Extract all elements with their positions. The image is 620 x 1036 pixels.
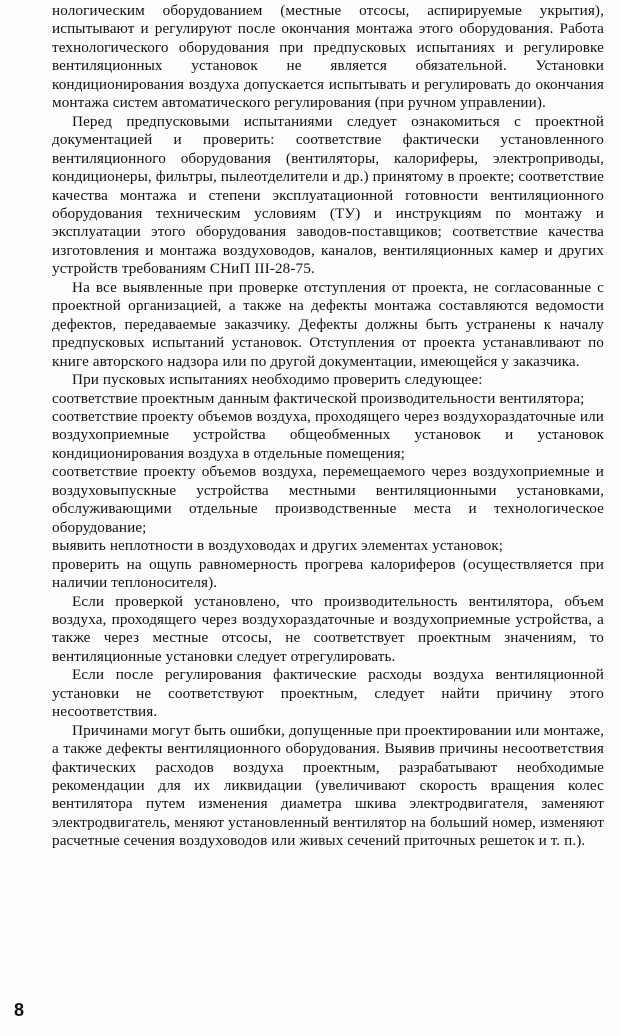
paragraph: Перед предпусковыми испытаниями следует ознакомиться с проектной документацией и проверить: соответствие фактически установленного вентиляционного оборудования (вентиляторы, калориферы, электроприводы, кондиционеры, фильтры, пылеотделители и др.) принятому в проекте; соответствие качества монтажа и степени эксплуатационной готовности вентиляционного оборудования техническим условиям (ТУ) и инструкциям по монтажу и эксплуатации этого оборудования заводов-поставщиков; соответствие качества изготовления и монтажа воздуховодов, каналов, вентиляционных камер и других устройств требованиям СНиП III-28-75. (52, 112, 604, 278)
paragraph: Если после регулирования фактические расходы воздуха вентиляционной установки не соответствуют проектным, следует найти причину этого несоответствия. (52, 666, 604, 721)
paragraph: При пусковых испытаниях необходимо проверить следующее: (72, 371, 483, 389)
body-text (52, 2, 604, 851)
list-item: соответствие проекту объемов воздуха, проходящего через воздухораздаточные или воздухоприемные устройства общеобменных установок и установок кондиционирования воздуха в отдельные помещения; (52, 407, 604, 462)
list-item: соответствие проектным данным фактической производительности вентилятора; (52, 389, 585, 407)
page-number: 8 (14, 1000, 25, 1020)
paragraph: На все выявленные при проверке отступления от проекта, не согласованные с проектной организацией, а также на дефекты монтажа составляются ведомости дефектов, передаваемые заказчику. Дефекты должны быть устранены к началу предпусковых испытаний установок. Отступления от проекта устанавливают по книге авторского надзора или по другой документации, имеющейся у заказчика. (52, 278, 604, 370)
paragraph: Причинами могут быть ошибки, допущенные при проектировании или монтаже, а также дефекты вентиляционного оборудования. Выявив причины несоответствия фактических расходов воздуха проектным, разрабатывают необходимые рекомендации для их ликвидации (увеличивают скорость вращения колес вентилятора путем изменения диаметра шкива электродвигателя, заменяют электродвигатель, меняют установленный вентилятор на больший номер, изменяют расчетные сечения воздуховодов или живых сечений приточных решеток и т. п.). (52, 721, 604, 850)
list-item: проверить на ощупь равномерность прогрева калориферов (осуществляется при наличии теплоносителя). (52, 555, 604, 592)
paragraph: нологическим оборудованием (местные отсосы, аспирируемые укрытия), испытывают и регулируют после окончания монтажа этого оборудования. Работа технологического оборудования при предпусковых испытаниях и регулировке вентиляционных установок не является обязательной. Установки кондиционирования воздуха допускается испытывать и регулировать до окончания монтажа систем автоматического регулирования (при ручном управлении). (52, 2, 604, 112)
list-item: соответствие проекту объемов воздуха, перемещаемого через воздухоприемные и воздуховыпускные устройства местными вентиляционными установками, обслуживающими отдельные производственные места и технологическое оборудование; (52, 463, 604, 536)
paragraph: Если проверкой установлено, что производительность вентилятора, объем воздуха, проходящего через воздухораздаточные и воздухоприемные устройства, а также через местные отсосы, не соответствует проектным значениям, то вентиляционные установки следует отрегулировать. (52, 592, 604, 665)
list-item: выявить неплотности в воздуховодах и других элементах установок; (52, 537, 504, 555)
